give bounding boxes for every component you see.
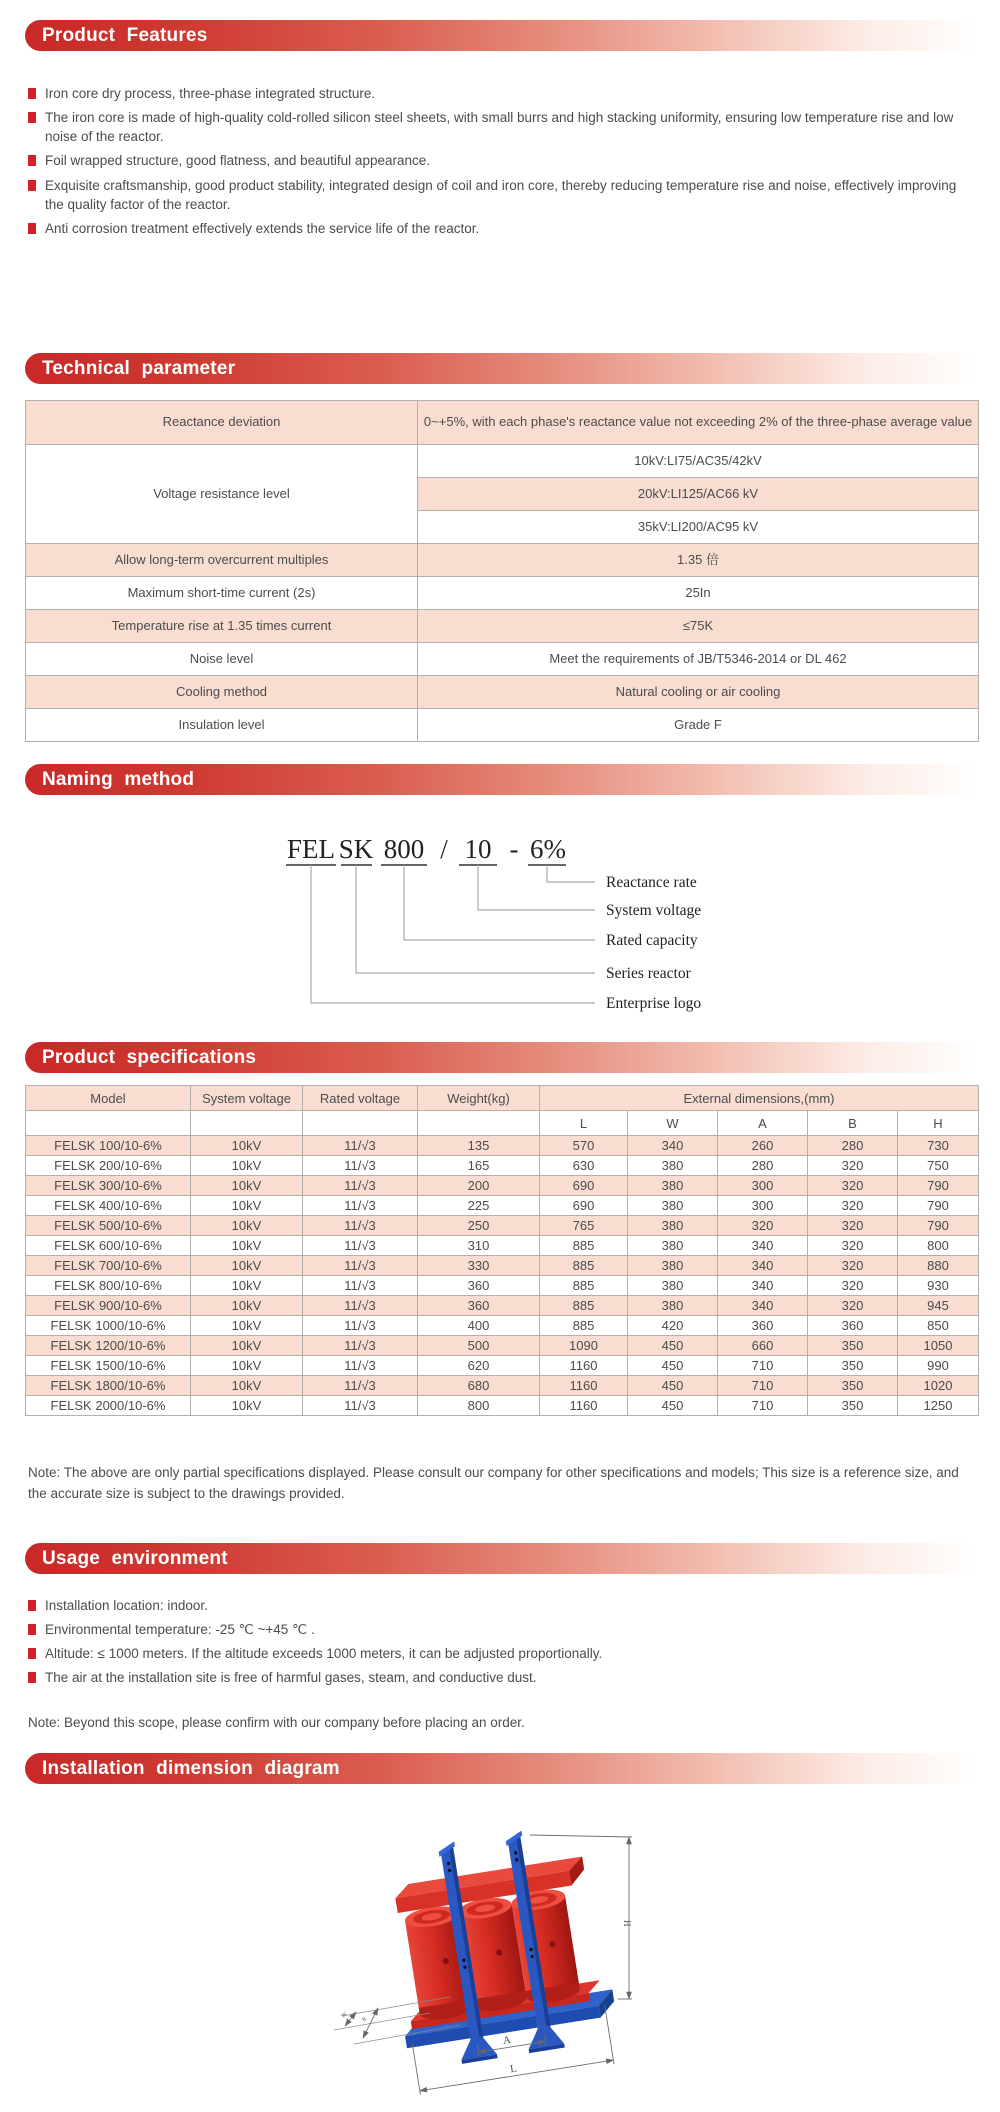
usage-note: Note: Beyond this scope, please confirm with our company before placing an order. — [28, 1714, 525, 1730]
col-weight: Weight(kg) — [418, 1086, 540, 1111]
value-cell: 10kV — [191, 1356, 303, 1376]
param-label: Reactance deviation — [26, 401, 418, 445]
bullet-text: Anti corrosion treatment effectively extends the service life of the reactor. — [45, 220, 480, 236]
col-dim-b: B — [808, 1111, 898, 1136]
value-cell: 1090 — [540, 1336, 628, 1356]
usage-item — [28, 1596, 973, 1615]
value-cell: 450 — [628, 1396, 718, 1416]
value-cell: 450 — [628, 1336, 718, 1356]
value-cell: 945 — [898, 1296, 979, 1316]
value-cell: 320 — [808, 1156, 898, 1176]
spec-row — [26, 1356, 979, 1376]
bullet-square-icon — [28, 112, 36, 123]
value-cell: 380 — [628, 1176, 718, 1196]
section-header-technical-parameter — [25, 353, 975, 384]
value-cell: 380 — [628, 1296, 718, 1316]
value-cell: 10kV — [191, 1396, 303, 1416]
label-enterprise-logo: Enterprise logo — [606, 995, 702, 1012]
spec-row — [26, 1136, 979, 1156]
value-cell: 340 — [718, 1296, 808, 1316]
model-code — [287, 834, 566, 864]
empty-cell — [191, 1111, 303, 1136]
value-cell: 10kV — [191, 1216, 303, 1236]
value-cell: 10kV — [191, 1296, 303, 1316]
tech-row — [26, 401, 979, 445]
reactor-installation-diagram — [330, 1822, 660, 2107]
value-cell: 1250 — [898, 1396, 979, 1416]
value-cell: 250 — [418, 1216, 540, 1236]
value-cell: 11/√3 — [303, 1396, 418, 1416]
bullet-text: The air at the installation site is free of harmful gases, steam, and conductive dust. — [45, 1670, 537, 1686]
value-cell: 280 — [718, 1156, 808, 1176]
value-cell: 500 — [418, 1336, 540, 1356]
connector-lines — [311, 865, 595, 1003]
usage-item — [28, 1620, 973, 1639]
param-label: Allow long-term overcurrent multiples — [26, 544, 418, 577]
code-enterprise: FEL — [286, 834, 336, 864]
model-cell: FELSK 300/10-6% — [26, 1176, 191, 1196]
value-cell: 990 — [898, 1356, 979, 1376]
value-cell: 340 — [718, 1236, 808, 1256]
value-cell: 11/√3 — [303, 1296, 418, 1316]
value-cell: 10kV — [191, 1236, 303, 1256]
value-cell: 710 — [718, 1396, 808, 1416]
param-value: 10kV:LI75/AC35/42kV — [418, 445, 979, 478]
code-capacity: 800 — [383, 834, 425, 864]
value-cell: 11/√3 — [303, 1256, 418, 1276]
value-cell: 680 — [418, 1376, 540, 1396]
section-title: Installation dimension diagram — [42, 1758, 340, 1779]
value-cell: 11/√3 — [303, 1316, 418, 1336]
model-cell: FELSK 1000/10-6% — [26, 1316, 191, 1336]
value-cell: 340 — [718, 1276, 808, 1296]
value-cell: 930 — [898, 1276, 979, 1296]
param-label: Insulation level — [26, 709, 418, 742]
value-cell: 10kV — [191, 1316, 303, 1336]
value-cell: 260 — [718, 1136, 808, 1156]
value-cell: 10kV — [191, 1376, 303, 1396]
param-value: Natural cooling or air cooling — [418, 676, 979, 709]
model-cell: FELSK 100/10-6% — [26, 1136, 191, 1156]
value-cell: 10kV — [191, 1256, 303, 1276]
spec-note: Note: The above are only partial specifications displayed. Please consult our company for other specifications and models; This size is a reference size, and the accurate size is subject to the drawings provided. — [28, 1464, 959, 1502]
param-value: ≤75K — [418, 610, 979, 643]
value-cell: 360 — [418, 1276, 540, 1296]
label-rated-capacity: Rated capacity — [606, 932, 698, 949]
param-value: 35kV:LI200/AC95 kV — [418, 511, 979, 544]
bullet-text: Installation location: indoor. — [45, 1598, 208, 1613]
spec-row — [26, 1296, 979, 1316]
spec-row — [26, 1216, 979, 1236]
param-value: Grade F — [418, 709, 979, 742]
value-cell: 885 — [540, 1276, 628, 1296]
features-list — [28, 84, 973, 243]
label-system-voltage: System voltage — [606, 902, 702, 919]
model-cell: FELSK 400/10-6% — [26, 1196, 191, 1216]
section-title: Naming method — [42, 769, 195, 790]
reactor-assembly — [376, 1822, 624, 2096]
empty-cell — [26, 1111, 191, 1136]
param-value: Meet the requirements of JB/T5346-2014 or DL 462 — [418, 643, 979, 676]
model-cell: FELSK 900/10-6% — [26, 1296, 191, 1316]
code-voltage: 10 — [464, 834, 492, 864]
value-cell: 320 — [808, 1276, 898, 1296]
bullet-text: Iron core dry process, three-phase integrated structure. — [45, 86, 376, 101]
bullet-square-icon — [28, 155, 36, 166]
empty-cell — [303, 1111, 418, 1136]
value-cell: 10kV — [191, 1136, 303, 1156]
value-cell: 790 — [898, 1196, 979, 1216]
param-label: Temperature rise at 1.35 times current — [26, 610, 418, 643]
tech-row — [26, 676, 979, 709]
value-cell: 880 — [898, 1256, 979, 1276]
tech-row — [26, 577, 979, 610]
model-cell: FELSK 2000/10-6% — [26, 1396, 191, 1416]
bullet-text: Environmental temperature: -25 ℃ ~+45 ℃ . — [45, 1622, 315, 1638]
tech-row — [26, 445, 979, 478]
value-cell: 135 — [418, 1136, 540, 1156]
value-cell: 320 — [808, 1256, 898, 1276]
value-cell: 350 — [808, 1396, 898, 1416]
dim-h-label: H — [622, 1920, 632, 1927]
value-cell: 885 — [540, 1236, 628, 1256]
value-cell: 450 — [628, 1356, 718, 1376]
dim-w-label: W — [340, 2011, 349, 2020]
col-dim-h: H — [898, 1111, 979, 1136]
tech-row — [26, 709, 979, 742]
section-header-product-specifications — [25, 1042, 975, 1073]
usage-item — [28, 1644, 973, 1663]
param-value: 20kV:LI125/AC66 kV — [418, 478, 979, 511]
section-title: Product Features — [42, 25, 208, 46]
code-labels — [606, 874, 701, 1012]
value-cell: 11/√3 — [303, 1236, 418, 1256]
value-cell: 630 — [540, 1156, 628, 1176]
value-cell: 380 — [628, 1256, 718, 1276]
value-cell: 800 — [418, 1396, 540, 1416]
usage-list — [28, 1596, 973, 1693]
value-cell: 380 — [628, 1196, 718, 1216]
feature-item — [28, 151, 973, 170]
code-reactance: 6% — [530, 834, 566, 864]
spec-row — [26, 1176, 979, 1196]
section-header-installation-diagram — [25, 1753, 975, 1784]
code-dash: - — [509, 834, 519, 864]
value-cell: 11/√3 — [303, 1356, 418, 1376]
value-cell: 420 — [628, 1316, 718, 1336]
value-cell: 340 — [718, 1256, 808, 1276]
value-cell: 310 — [418, 1236, 540, 1256]
bullet-text: Exquisite craftsmanship, good product stability, integrated design of coil and iron core, thereby reducing temperature rise and noise, effectively improving the quality factor of the reactor. — [45, 177, 957, 212]
value-cell: 225 — [418, 1196, 540, 1216]
technical-parameter-table — [25, 400, 979, 742]
dim-a-label: A — [502, 2033, 512, 2048]
value-cell: 730 — [898, 1136, 979, 1156]
value-cell: 11/√3 — [303, 1196, 418, 1216]
product-specifications-table — [25, 1085, 979, 1416]
bullet-square-icon — [28, 1600, 36, 1611]
spec-row — [26, 1156, 979, 1176]
value-cell: 660 — [718, 1336, 808, 1356]
value-cell: 400 — [418, 1316, 540, 1336]
value-cell: 380 — [628, 1236, 718, 1256]
value-cell: 320 — [808, 1196, 898, 1216]
col-system-voltage: System voltage — [191, 1086, 303, 1111]
label-series-reactor: Series reactor — [606, 965, 691, 982]
section-title: Usage environment — [42, 1548, 228, 1569]
bullet-square-icon — [28, 1624, 36, 1635]
value-cell: 765 — [540, 1216, 628, 1236]
spec-row — [26, 1336, 979, 1356]
value-cell: 360 — [718, 1316, 808, 1336]
value-cell: 690 — [540, 1176, 628, 1196]
param-label: Noise level — [26, 643, 418, 676]
value-cell: 11/√3 — [303, 1376, 418, 1396]
value-cell: 380 — [628, 1156, 718, 1176]
spec-row — [26, 1276, 979, 1296]
spec-row — [26, 1196, 979, 1216]
model-cell: FELSK 600/10-6% — [26, 1236, 191, 1256]
col-external-dimensions: External dimensions,(mm) — [540, 1086, 979, 1111]
value-cell: 570 — [540, 1136, 628, 1156]
value-cell: 165 — [418, 1156, 540, 1176]
value-cell: 300 — [718, 1176, 808, 1196]
value-cell: 690 — [540, 1196, 628, 1216]
feature-item — [28, 84, 973, 103]
section-header-product-features — [25, 20, 975, 51]
value-cell: 11/√3 — [303, 1336, 418, 1356]
value-cell: 10kV — [191, 1196, 303, 1216]
value-cell: 1160 — [540, 1396, 628, 1416]
col-dim-a: A — [718, 1111, 808, 1136]
value-cell: 710 — [718, 1356, 808, 1376]
dim-b-label: B — [361, 2016, 369, 2024]
value-cell: 320 — [808, 1216, 898, 1236]
model-cell: FELSK 500/10-6% — [26, 1216, 191, 1236]
bullet-text: Altitude: ≤ 1000 meters. If the altitude exceeds 1000 meters, it can be adjusted proportionally. — [45, 1646, 603, 1662]
col-dim-w: W — [628, 1111, 718, 1136]
model-cell: FELSK 1500/10-6% — [26, 1356, 191, 1376]
value-cell: 11/√3 — [303, 1156, 418, 1176]
value-cell: 350 — [808, 1376, 898, 1396]
value-cell: 10kV — [191, 1336, 303, 1356]
col-model: Model — [26, 1086, 191, 1111]
value-cell: 280 — [808, 1136, 898, 1156]
value-cell: 360 — [418, 1296, 540, 1316]
dim-l-label: L — [509, 2062, 518, 2076]
model-cell: FELSK 200/10-6% — [26, 1156, 191, 1176]
param-value: 0~+5%, with each phase's reactance value not exceeding 2% of the three-phase average value — [418, 401, 979, 445]
spec-row — [26, 1316, 979, 1336]
value-cell: 750 — [898, 1156, 979, 1176]
empty-cell — [418, 1111, 540, 1136]
value-cell: 200 — [418, 1176, 540, 1196]
model-cell: FELSK 1800/10-6% — [26, 1376, 191, 1396]
spec-row — [26, 1376, 979, 1396]
value-cell: 380 — [628, 1216, 718, 1236]
bullet-text: Foil wrapped structure, good flatness, and beautiful appearance. — [45, 153, 430, 169]
value-cell: 300 — [718, 1196, 808, 1216]
value-cell: 790 — [898, 1216, 979, 1236]
value-cell: 350 — [808, 1336, 898, 1356]
model-cell: FELSK 700/10-6% — [26, 1256, 191, 1276]
bullet-square-icon — [28, 1672, 36, 1683]
value-cell: 1160 — [540, 1356, 628, 1376]
value-cell: 800 — [898, 1236, 979, 1256]
model-cell: FELSK 1200/10-6% — [26, 1336, 191, 1356]
value-cell: 10kV — [191, 1156, 303, 1176]
value-cell: 11/√3 — [303, 1276, 418, 1296]
spec-row — [26, 1256, 979, 1276]
value-cell: 360 — [808, 1316, 898, 1336]
section-header-usage-environment — [25, 1543, 975, 1574]
value-cell: 330 — [418, 1256, 540, 1276]
code-series: SK — [338, 834, 374, 864]
param-value: 25In — [418, 577, 979, 610]
value-cell: 320 — [808, 1236, 898, 1256]
value-cell: 885 — [540, 1316, 628, 1336]
bullet-square-icon — [28, 180, 36, 191]
tech-row — [26, 610, 979, 643]
col-dim-l: L — [540, 1111, 628, 1136]
value-cell: 350 — [808, 1356, 898, 1376]
col-rated-voltage: Rated voltage — [303, 1086, 418, 1111]
param-label: Cooling method — [26, 676, 418, 709]
feature-item — [28, 176, 973, 214]
section-header-naming-method — [25, 764, 975, 795]
value-cell: 380 — [628, 1276, 718, 1296]
code-slash: / — [440, 834, 448, 864]
label-reactance-rate: Reactance rate — [606, 874, 697, 891]
value-cell: 10kV — [191, 1176, 303, 1196]
value-cell: 1050 — [898, 1336, 979, 1356]
bullet-square-icon — [28, 223, 36, 234]
bullet-square-icon — [28, 1648, 36, 1659]
param-label: Voltage resistance level — [26, 445, 418, 544]
value-cell: 11/√3 — [303, 1216, 418, 1236]
value-cell: 885 — [540, 1256, 628, 1276]
param-value: 1.35 倍 — [418, 544, 979, 577]
spec-row — [26, 1236, 979, 1256]
value-cell: 10kV — [191, 1276, 303, 1296]
value-cell: 620 — [418, 1356, 540, 1376]
section-title: Product specifications — [42, 1047, 257, 1068]
value-cell: 340 — [628, 1136, 718, 1156]
bullet-text: The iron core is made of high-quality cold-rolled silicon steel sheets, with small burrs and high stacking uniformity, ensuring low temperature rise and low noise of the reactor. — [45, 110, 954, 145]
param-label: Maximum short-time current (2s) — [26, 577, 418, 610]
usage-item — [28, 1668, 973, 1687]
feature-item — [28, 219, 973, 238]
value-cell: 320 — [808, 1296, 898, 1316]
value-cell: 320 — [718, 1216, 808, 1236]
tech-row — [26, 643, 979, 676]
spec-subheader-row — [26, 1111, 979, 1136]
value-cell: 11/√3 — [303, 1136, 418, 1156]
naming-method-diagram — [0, 818, 1000, 1023]
value-cell: 320 — [808, 1176, 898, 1196]
value-cell: 1020 — [898, 1376, 979, 1396]
feature-item — [28, 108, 973, 146]
value-cell: 885 — [540, 1296, 628, 1316]
tech-row — [26, 544, 979, 577]
bullet-square-icon — [28, 88, 36, 99]
value-cell: 850 — [898, 1316, 979, 1336]
value-cell: 790 — [898, 1176, 979, 1196]
value-cell: 710 — [718, 1376, 808, 1396]
section-title: Technical parameter — [42, 358, 236, 379]
spec-row — [26, 1396, 979, 1416]
value-cell: 1160 — [540, 1376, 628, 1396]
spec-header-row — [26, 1086, 979, 1111]
value-cell: 450 — [628, 1376, 718, 1396]
model-cell: FELSK 800/10-6% — [26, 1276, 191, 1296]
value-cell: 11/√3 — [303, 1176, 418, 1196]
